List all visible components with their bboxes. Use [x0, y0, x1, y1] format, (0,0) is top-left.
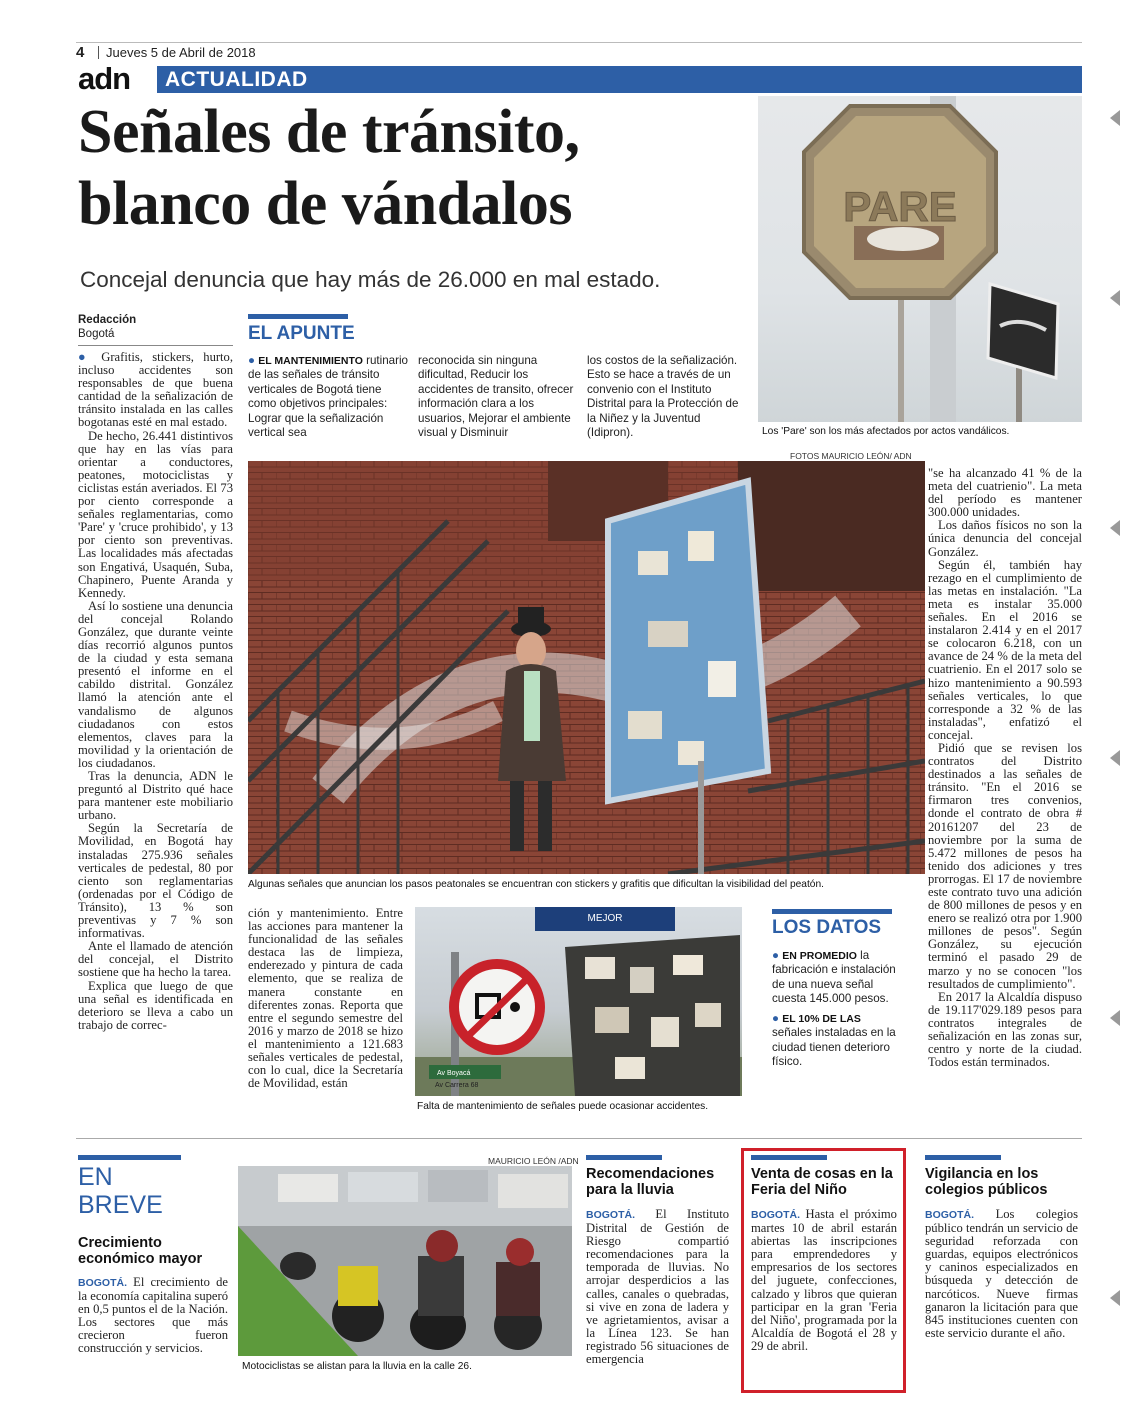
- apunte-column-2: reconocida sin ninguna dificultad, Reducir los accidentes de transito, ofrecer información clara a los usuarios, Mejorar el ambiente visual y Disminuir: [418, 354, 574, 440]
- brief-body-4: BOGOTÁ. Los colegios público tendrán un servicio de seguridad reforzada con guardas, equipos electrónicos y caninos especializados en búsqueda y detección de narcóticos. Nueve firmas ganaron la licitación para que 845 instituciones cuenten con este servicio durante el año.: [925, 1207, 1078, 1340]
- subhead: Concejal denuncia que hay más de 26.000 en mal estado.: [80, 267, 661, 292]
- datos-item-2: ● EL 10% DE LAS señales instaladas en la ciudad tienen deterioro físico.: [772, 1012, 896, 1069]
- datos-rule: [772, 909, 892, 914]
- apunte-rule: [248, 314, 348, 319]
- datos-item-1: ● EN PROMEDIO la fabricación e instalación de una nueva señal cuesta 145.000 pesos.: [772, 949, 896, 1006]
- moto-photo-illustration: [238, 1166, 572, 1356]
- bullet-icon: ●: [78, 351, 92, 364]
- article-paragraph: ción y mantenimiento. Entre las acciones para mantener la funcionalidad de las señales destaca las de limpieza, enderezado y pintura de cada elemento, que se realiza de manera constante en diferentes zonas. Reporta que entre el segundo semestre del 2016 y marzo de 2018 se hizo el mantenimiento a 121.683 señales verticales de pedestal, con lo cual, dice la Secretaría de Movilidad, están: [248, 907, 403, 1091]
- article-column-2: [248, 907, 403, 1117]
- breve-rule: [78, 1155, 181, 1160]
- small-sign-text: MEJOR: [587, 913, 623, 924]
- small-photo-caption: Falta de mantenimiento de señales puede ocasionar accidentes.: [417, 1101, 709, 1112]
- brief-body-3: BOGOTÁ. Hasta el próximo martes 10 de abril estarán abiertas las inscripciones para emprendedores y empresarios de los sectores del juguete, confecciones, calzado y libros que quieran participar en la gran 'Feria del Niño', programada por la Alcaldía de Bogotá el 28 y 29 de abril.: [751, 1207, 897, 1353]
- byline: [78, 313, 136, 341]
- small-photo-illustration: [415, 907, 742, 1096]
- main-photo-illustration: [248, 461, 925, 874]
- header-divider: [98, 46, 99, 59]
- moto-photo: [238, 1166, 572, 1356]
- article-column-5: [928, 467, 1082, 1117]
- moto-photo-credit: MAURICIO LEÓN /ADN: [488, 1156, 579, 1166]
- article-paragraph: En 2017 la Alcaldía dispuso de 19.117'029.189 pesos para contratos integrales de señalización en las zonas sur, centro y norte de la ciudad. Todos están terminados.: [928, 989, 1082, 1070]
- article-paragraph: Ante el llamado de atención del concejal, el Distrito sostiene que ha hecho la tarea.: [78, 939, 233, 980]
- apunte-column-3: los costos de la señalización. Esto se hace a través de un convenio con el Instituto Distrital para la Protección de la Niñez y la Juventud (Idipron).: [587, 354, 739, 440]
- brief-body-2: BOGOTÁ. El Instituto Distrital de Gestión de Riesgo compartió recomendaciones para la temporada de lluvias. No arrojar desperdicios a las calles, canales o quebradas, si vive en zona de ladera y ve agrietamientos, avisar a la Línea 123. Se han registrado 56 situaciones de emergencia: [586, 1207, 729, 1367]
- bullet-icon: ●: [248, 354, 256, 367]
- section-divider: [76, 1138, 1082, 1139]
- brief-rule-2: [586, 1155, 662, 1160]
- brief-title-4: Vigilancia en los colegios públicos: [925, 1166, 1048, 1198]
- brief-rule-4: [925, 1155, 1001, 1160]
- breve-title: EN BREVE: [78, 1163, 163, 1219]
- small-street-1: Av Boyacá: [437, 1070, 471, 1077]
- pare-photo: [758, 96, 1082, 422]
- brief-rule-3: [751, 1155, 827, 1160]
- brief-body-1: BOGOTÁ. El crecimiento de la economía capitalina superó en 0,5 puntos el de la Nación. Los sectores que más crecieron fueron construcción y servicios.: [78, 1275, 229, 1356]
- byline-city: Bogotá: [78, 328, 115, 340]
- page-header: [76, 42, 1082, 63]
- main-photo-caption: Algunas señales que anuncian los pasos peatonales se encuentran con stickers y grafitis que dificultan la visibilidad del peatón.: [248, 879, 824, 890]
- article-column-1: [78, 351, 233, 1096]
- article-paragraph: Los daños físicos no son la única denuncia del concejal González.: [928, 518, 1082, 559]
- article-paragraph: Según él, también hay rezago en el cumplimiento de las metas en instalación. "La meta es instalar 35.000 señales. En el 2016 se instalaron 2.414 y en el 2017 se colocaron 6.218, con un avance de 24 % de la meta del cuatrienio. En el 2017 solo se hizo mantenimiento a 90.593 señales verticales, lo que corresponde a 32 % de las instaladas", enfatizó el concejal.: [928, 557, 1082, 742]
- apunte-lead: EL MANTENIMIENTO: [258, 355, 363, 367]
- article-paragraph: De hecho, 26.441 distintivos que hay en las vías para orientar a conductores, peatones, motociclistas y ciclistas están averiados. El 73 por ciento corresponde a señales reglamentarias, como 'Pare' y 'cruce prohibido', y 13 por ciento son preventivas. Las localidades más afectadas son Engativá, Usaquén, Suba, Chapinero, Puente Aranda y Kennedy.: [78, 428, 233, 600]
- headline-line-2: blanco de vándalos: [78, 170, 573, 238]
- main-photo-credit: FOTOS MAURICIO LEÓN/ ADN: [790, 451, 912, 461]
- article-paragraph: Según la Secretaría de Movilidad, en Bogotá hay instaladas 275.936 señales verticales de pedestal, 80 por ciento son reglamentarias (ordenadas por el Código de Tránsito), 13 % son preventivas y 7 % son informativas.: [78, 821, 233, 941]
- brief-title-3: Venta de cosas en la Feria del Niño: [751, 1166, 893, 1198]
- page-number: 4: [76, 44, 85, 61]
- brief-title-1: Crecimiento económico mayor: [78, 1235, 203, 1267]
- brief-title-2: Recomendaciones para la lluvia: [586, 1166, 715, 1198]
- article-paragraph: ● Grafitis, stickers, hurto, incluso accidentes son responsables de que buena cantidad de la señalización de tránsito instalada en las calles bogotanas esté en mal estado.: [78, 351, 233, 430]
- apunte-column-1: ● EL MANTENIMIENTO rutinario de las señales de tránsito verticales de Bogotá tiene como objetivos principales: Lograr que la señalización vertical sea: [248, 354, 408, 440]
- apunte-title: EL APUNTE: [248, 323, 355, 344]
- article-paragraph: Tras la denuncia, ADN le preguntó al Distrito qué hace para mantener este mobiliario urbano.: [78, 769, 233, 823]
- small-street-2: Av Carrera 68: [435, 1082, 479, 1089]
- byline-rule: [78, 345, 233, 346]
- scan-edge-marks: [1110, 110, 1124, 1350]
- moto-photo-caption: Motociclistas se alistan para la lluvia en la calle 26.: [242, 1361, 472, 1372]
- page-date: Jueves 5 de Abril de 2018: [106, 45, 256, 60]
- article-paragraph: Explica que luego de que una señal es identificada en deterioro se lleva a cabo un trabajo de correc-: [78, 978, 233, 1032]
- pare-sign-illustration: [758, 96, 1082, 422]
- bullet-icon: ●: [772, 949, 780, 962]
- article-paragraph: Pidió que se revisen los contratos del Distrito destinados a las señales de tránsito. "En el 2016 se firmaron tres convenios, donde el contrato de obra # 20161207 del 23 de noviembre por la suma de 5.472 millones de pesos ha tenido dos adiciones y tres prorrogas. El 17 de noviembre este contrato tuvo una adición de 800 millones de pesos y en enero se realizó otra por 1.900 millones de pesos". Según González, su ejecución terminó el pasado 29 de marzo y no se conocen "los resultados de cumplimiento".: [928, 740, 1082, 991]
- bullet-icon: ●: [772, 1012, 780, 1025]
- headline-line-1: Señales de tránsito,: [78, 98, 580, 166]
- adn-logo: adn: [78, 61, 131, 96]
- article-paragraph: "se ha alcanzado 41 % de la meta del cuatrienio". La meta del período es mantener 300.000 unidades.: [928, 467, 1082, 520]
- pare-sign-text: PARE: [843, 183, 957, 230]
- headline: [78, 96, 758, 240]
- section-label: ACTUALIDAD: [165, 68, 308, 91]
- section-bar: [157, 66, 1082, 93]
- byline-name: Redacción: [78, 314, 137, 326]
- article-paragraph: Así lo sostiene una denuncia del concejal Rolando González, que durante veinte días recorrió algunos puntos de la ciudad y esta semana presentó el informe en el cabildo distrital. González llamó la atención ante el vandalismo de algunos ciudadanos con estos elementos, claves para la movilidad y la orientación de los ciudadanos.: [78, 598, 233, 770]
- main-photo: [248, 461, 925, 874]
- pare-caption: Los 'Pare' son los más afectados por actos vandálicos.: [762, 426, 1010, 437]
- small-photo: [415, 907, 742, 1096]
- datos-title: LOS DATOS: [772, 917, 882, 938]
